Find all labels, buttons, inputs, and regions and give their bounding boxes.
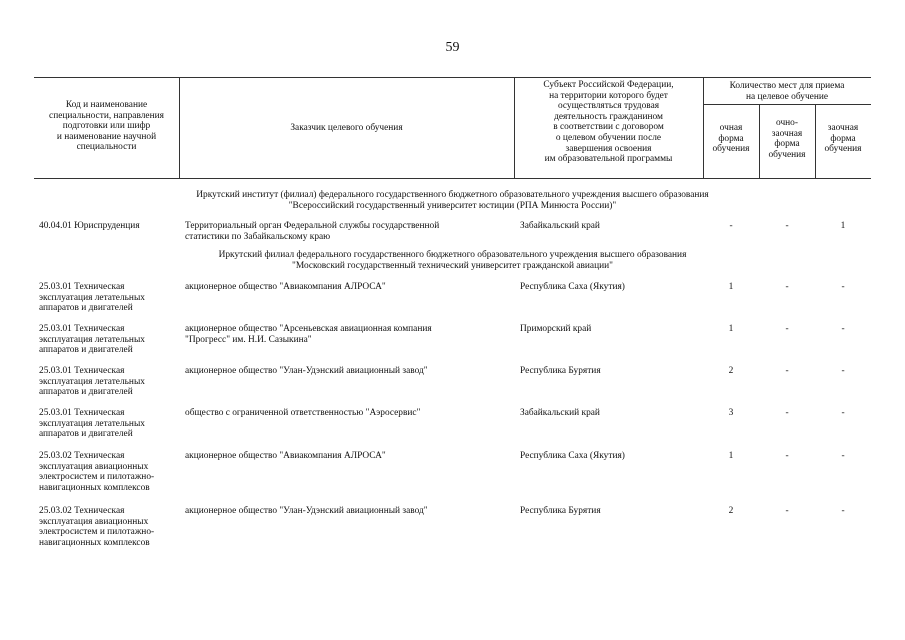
row-customer: акционерное общество "Арсеньевская авиационная компания "Прогресс" им. Н.И. Сазыкина"	[185, 324, 432, 345]
row-code: 25.03.02 Техническая эксплуатация авиационных электросистем и пилотажно- навигационных комплексов	[39, 451, 155, 493]
section-title: Иркутский институт (филиал) федерального государственного бюджетного образовательного учреждения высшего образования "Всероссийский государственный университет юстиции (РПА Минюста России)"	[196, 190, 709, 211]
row-customer: акционерное общество "Авиакомпания АЛРОСА"	[185, 282, 386, 292]
page-number: 59	[445, 40, 460, 55]
row-part-time: -	[785, 366, 789, 376]
table-header	[34, 77, 871, 179]
row-region: Забайкальский край	[520, 408, 600, 418]
row-distance: 1	[840, 221, 846, 231]
row-distance: -	[841, 324, 845, 334]
row-customer: акционерное общество "Улан-Удэнский авиационный завод"	[185, 366, 428, 376]
section-title: Иркутский филиал федерального государственного бюджетного образовательного учреждения высшего образования "Московский государственный технический университет гражданской авиации"	[218, 250, 687, 271]
row-full-time: 2	[728, 506, 734, 516]
row-distance: -	[841, 451, 845, 461]
header-code: Код и наименование специальности, направления подготовки или шифр и наименование научной специальности	[49, 100, 164, 153]
header-distance: заочная форма обучения	[824, 123, 862, 155]
header-divider	[703, 104, 871, 105]
row-distance: -	[841, 506, 845, 516]
row-code: 25.03.01 Техническая эксплуатация летательных аппаратов и двигателей	[39, 324, 145, 356]
row-part-time: -	[785, 408, 789, 418]
row-part-time: -	[785, 506, 789, 516]
row-code: 40.04.01 Юриспруденция	[39, 221, 140, 231]
row-code: 25.03.01 Техническая эксплуатация летательных аппаратов и двигателей	[39, 408, 145, 440]
row-part-time: -	[785, 282, 789, 292]
row-region: Республика Бурятия	[520, 366, 601, 376]
row-region: Приморский край	[520, 324, 592, 334]
row-part-time: -	[785, 324, 789, 334]
header-places-group: Количество мест для приема на целевое обучение	[729, 81, 845, 102]
row-full-time: 1	[728, 324, 734, 334]
row-region: Республика Бурятия	[520, 506, 601, 516]
row-customer: акционерное общество "Авиакомпания АЛРОСА"	[185, 451, 386, 461]
row-full-time: 2	[728, 366, 734, 376]
row-full-time: -	[729, 221, 733, 231]
row-customer: акционерное общество "Улан-Удэнский авиационный завод"	[185, 506, 428, 516]
row-part-time: -	[785, 221, 789, 231]
header-full-time: очная форма обучения	[712, 123, 750, 155]
row-code: 25.03.01 Техническая эксплуатация летательных аппаратов и двигателей	[39, 366, 145, 398]
row-code: 25.03.01 Техническая эксплуатация летательных аппаратов и двигателей	[39, 282, 145, 314]
row-region: Республика Саха (Якутия)	[520, 282, 625, 292]
row-customer: Территориальный орган Федеральной службы государственной статистики по Забайкальскому краю	[185, 221, 440, 242]
header-part-time: очно- заочная форма обучения	[768, 118, 806, 160]
row-region: Республика Саха (Якутия)	[520, 451, 625, 461]
row-customer: общество с ограниченной ответственностью "Аэросервис"	[185, 408, 421, 418]
row-code: 25.03.02 Техническая эксплуатация авиационных электросистем и пилотажно- навигационных комплексов	[39, 506, 155, 548]
row-full-time: 1	[728, 451, 734, 461]
row-distance: -	[841, 282, 845, 292]
row-distance: -	[841, 366, 845, 376]
header-customer: Заказчик целевого обучения	[290, 123, 403, 133]
row-region: Забайкальский край	[520, 221, 600, 231]
row-full-time: 3	[728, 408, 734, 418]
header-region: Субъект Российской Федерации, на территории которого будет осуществляться трудовая деятельность гражданином в соответствии с договором о целевом обучении после завершения освоения им образовательной программы	[543, 80, 674, 165]
row-part-time: -	[785, 451, 789, 461]
row-distance: -	[841, 408, 845, 418]
row-full-time: 1	[728, 282, 734, 292]
